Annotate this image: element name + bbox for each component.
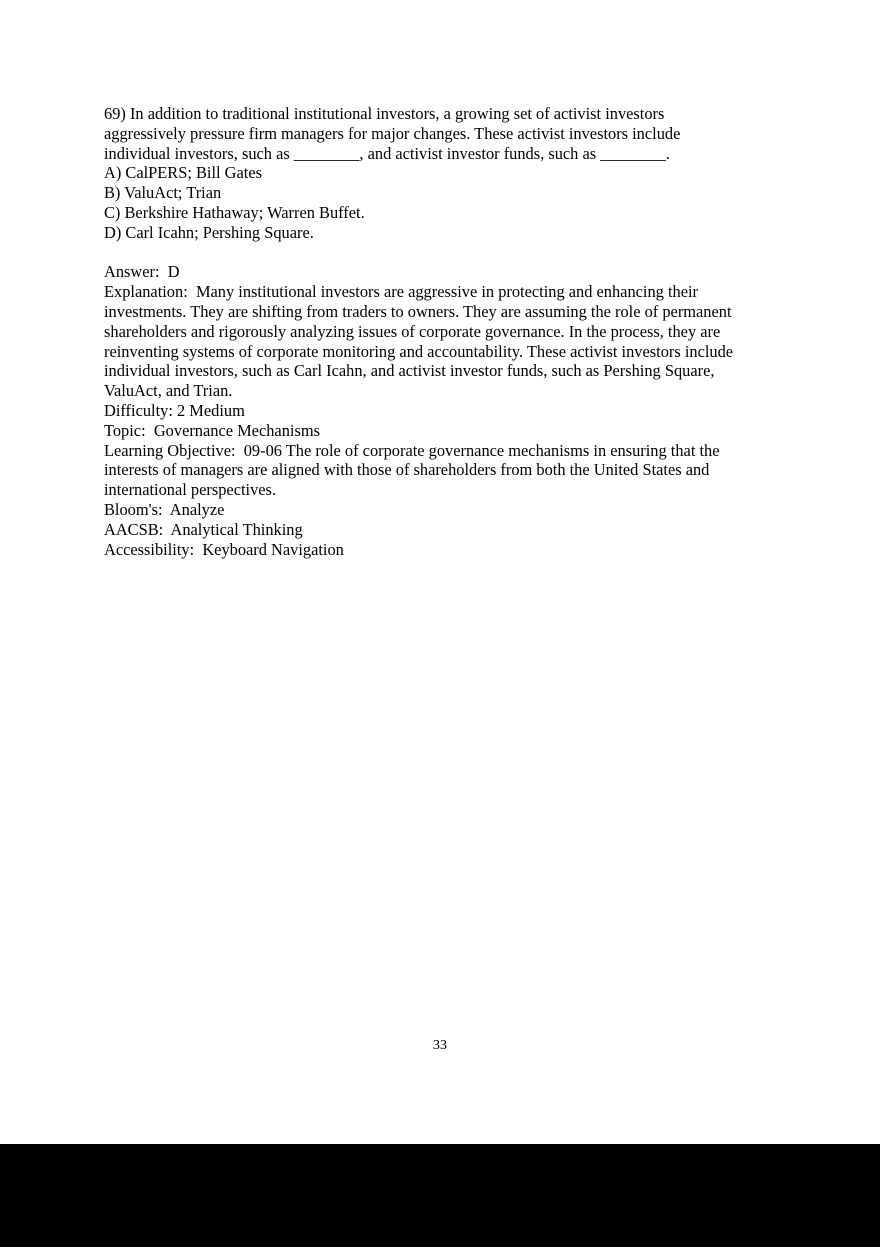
- accessibility: Accessibility: Keyboard Navigation: [104, 539, 344, 559]
- explanation: [104, 282, 784, 401]
- explanation-line: shareholders and rigorously analyzing issues of corporate governance. In the process, they are: [104, 321, 721, 341]
- explanation-line: Explanation: Many institutional investors are aggressive in protecting and enhancing their: [104, 282, 699, 302]
- explanation-line: investments. They are shifting from traders to owners. They are assuming the role of permanent: [104, 301, 732, 321]
- learning-objective: [104, 441, 784, 500]
- question-line: individual investors, such as ________, and activist investor funds, such as ________.: [104, 143, 670, 163]
- aacsb: AACSB: Analytical Thinking: [104, 519, 303, 539]
- explanation-line: ValuAct, and Trian.: [104, 381, 233, 401]
- question-line: 69) In addition to traditional institutional investors, a growing set of activist investors: [104, 104, 665, 123]
- learning-objective-line: Learning Objective: 09-06 The role of corporate governance mechanisms in ensuring that the: [104, 440, 720, 460]
- answer-key: Answer: D: [104, 262, 180, 282]
- question-block: [104, 104, 784, 559]
- answer-options: [104, 163, 784, 242]
- explanation-line: reinventing systems of corporate monitoring and accountability. These activist investors include: [104, 341, 734, 361]
- question-line: aggressively pressure firm managers for major changes. These activist investors include: [104, 123, 681, 143]
- spacer: [104, 243, 784, 263]
- learning-objective-line: interests of managers are aligned with those of shareholders from both the United States and: [104, 460, 710, 480]
- page-number: 33: [433, 1038, 447, 1053]
- difficulty: Difficulty: 2 Medium: [104, 400, 245, 420]
- blooms: Bloom's: Analyze: [104, 499, 225, 519]
- option-c: C) Berkshire Hathaway; Warren Buffet.: [104, 202, 365, 222]
- option-b: B) ValuAct; Trian: [104, 183, 222, 203]
- option-a: A) CalPERS; Bill Gates: [104, 163, 262, 183]
- black-bar: [0, 1144, 880, 1247]
- option-d: D) Carl Icahn; Pershing Square.: [104, 222, 314, 242]
- learning-objective-line: international perspectives.: [104, 480, 277, 500]
- question-stem: [104, 104, 784, 163]
- explanation-line: individual investors, such as Carl Icahn, and activist investor funds, such as Pershing Square,: [104, 361, 715, 381]
- topic: Topic: Governance Mechanisms: [104, 420, 320, 440]
